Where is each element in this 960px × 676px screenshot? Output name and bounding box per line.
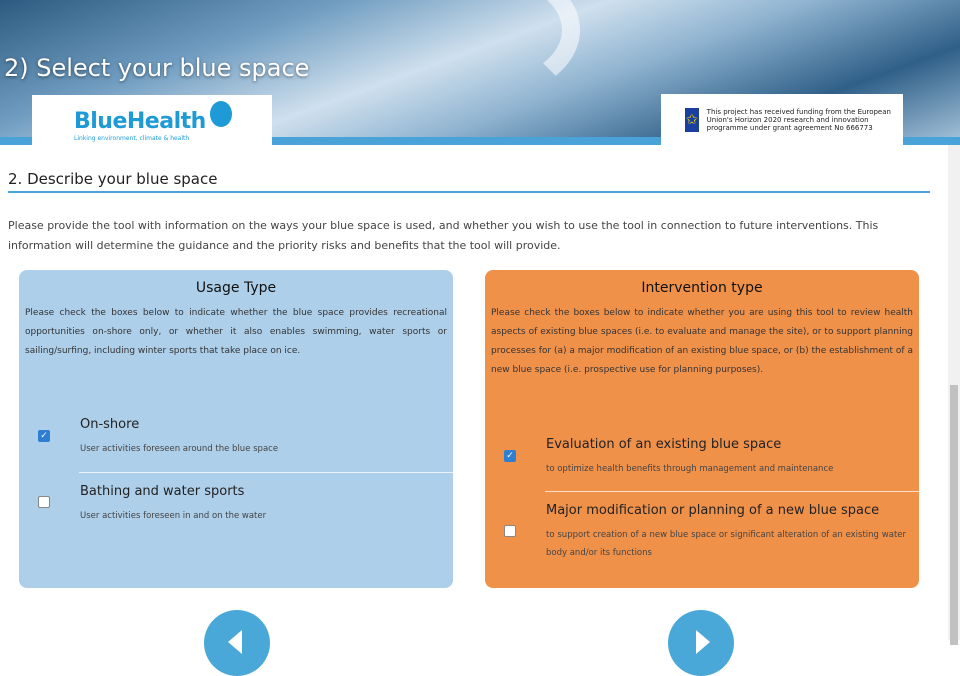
bathing-checkbox[interactable] <box>38 496 50 508</box>
on-shore-checkbox[interactable]: ✓ <box>38 430 50 442</box>
logo-pin-icon <box>210 101 232 127</box>
eu-funding-text: This project has received funding from the European Union's Horizon 2020 research and innovation programme under grant agreement No 666773 <box>706 108 891 132</box>
intervention-description: Please check the boxes below to indicate whether you are using this tool to review health aspects of existing blue spaces (i.e. to evaluate and manage the site), or to support planning processes for (a) a major modification of an existing blue space, or (b) the establishment of a new blue space (i.e. prospective use for planning purposes). <box>491 308 913 375</box>
eu-funding-notice <box>661 94 903 146</box>
wave-image <box>380 0 580 100</box>
usage-description: Please check the boxes below to indicate whether the blue space provides recreational opportunities on-shore only, or whether it also enables swimming, water sports or sailing/surfing, including winter sports that take place on ice. <box>25 308 447 356</box>
option-label: Major modification or planning of a new blue space <box>546 503 880 518</box>
previous-button[interactable] <box>204 610 270 676</box>
option-sub: User activities foreseen around the blue space <box>80 444 279 454</box>
option-sub: to optimize health benefits through management and maintenance <box>546 464 834 474</box>
next-button[interactable] <box>668 610 734 676</box>
logo-tagline: Linking environment, climate & health <box>74 135 190 142</box>
divider <box>545 491 919 492</box>
usage-title: Usage Type <box>195 280 277 296</box>
bluehealth-logo[interactable] <box>32 95 272 147</box>
eu-flag-icon: ✩ <box>685 108 699 132</box>
logo-name: BlueHealth <box>74 109 206 134</box>
page-title: 2) Select your blue space <box>4 54 310 82</box>
option-label: Evaluation of an existing blue space <box>546 437 782 452</box>
option-label: On-shore <box>80 417 140 432</box>
section-intro: Please provide the tool with information on the ways your blue space is used, and whether you wish to use the tool in connection to future interventions. This information will determine the guidance and the priority risks and benefits that the tool will provide. <box>8 219 879 252</box>
evaluation-checkbox[interactable]: ✓ <box>504 450 516 462</box>
option-sub: to support creation of a new blue space or significant alteration of an existing water body and/or its functions <box>546 530 906 558</box>
scrollbar[interactable] <box>948 145 960 640</box>
intervention-type-panel <box>485 270 919 588</box>
intervention-title: Intervention type <box>641 280 763 296</box>
option-sub: User activities foreseen in and on the water <box>80 511 267 521</box>
scrollbar-thumb[interactable] <box>950 385 958 645</box>
major-modification-checkbox[interactable] <box>504 525 516 537</box>
usage-type-panel <box>19 270 453 588</box>
section-title: 2. Describe your blue space <box>8 170 930 193</box>
option-label: Bathing and water sports <box>80 484 245 499</box>
divider <box>79 472 453 473</box>
